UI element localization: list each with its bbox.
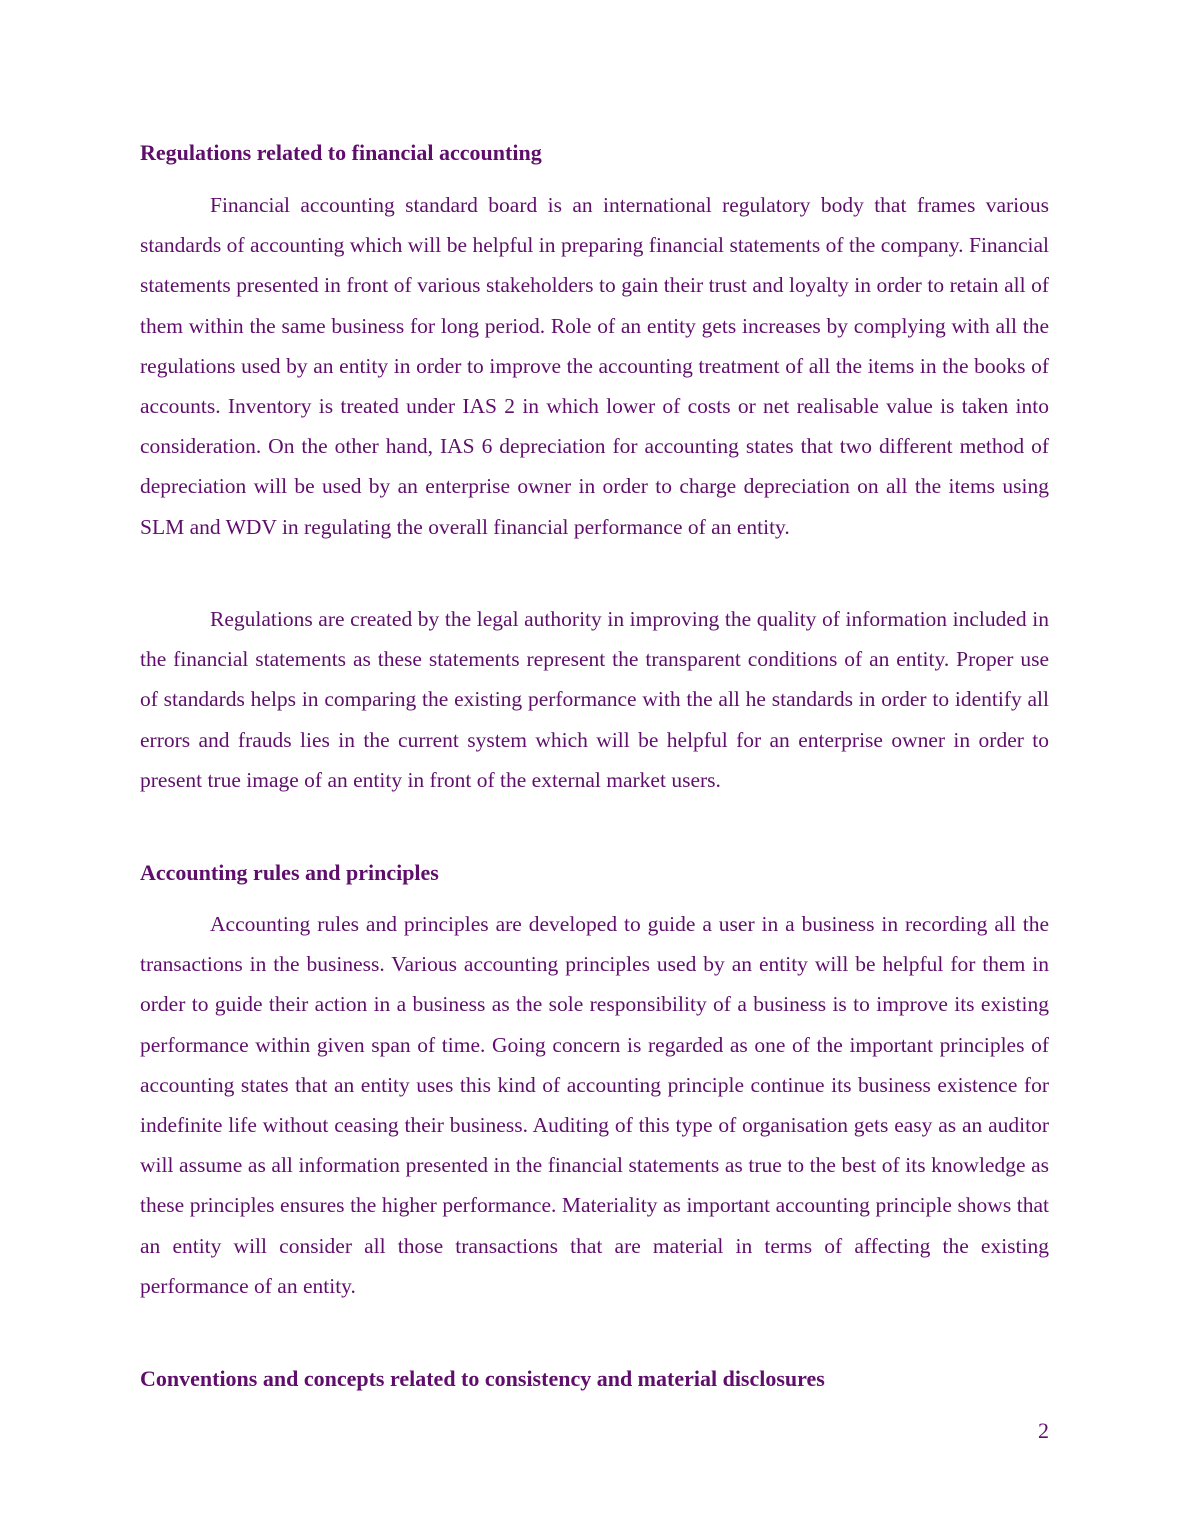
paragraph-regulations-1: Financial accounting standard board is an international regulatory body that frames various standards of accounting which will be helpful in preparing financial statements of the company. Financial statements presented in front of various stakeholders to gain their trust and loyalty in order to retain all of them within the same business for long period. Role of an entity gets increases by complying with all the regulations used by an entity in order to improve the accounting treatment of all the items in the books of accounts. Inventory is treated under IAS 2 in which lower of costs or net realisable value is taken into consideration. On the other hand, IAS 6 depreciation for accounting states that two different method of depreciation will be used by an enterprise owner in order to charge depreciation on all the items using SLM and WDV in regulating the overall financial performance of an entity.	[140, 193, 1049, 539]
page-number: 2	[1038, 1418, 1049, 1443]
paragraph-regulations-2: Regulations are created by the legal authority in improving the quality of information included in the financial statements as these statements represent the transparent conditions of an entity. Proper use of standards helps in comparing the existing performance with the all he standards in order to identify all errors and frauds lies in the current system which will be helpful for an enterprise owner in order to present true image of an entity in front of the external market users.	[140, 607, 1049, 792]
section-heading-conventions: Conventions and concepts related to consistency and material disclosures	[140, 1366, 825, 1391]
paragraph-accounting-rules-1: Accounting rules and principles are developed to guide a user in a business in recording all the transactions in the business. Various accounting principles used by an entity will be helpful for them in order to guide their action in a business as the sole responsibility of a business is to improve its existing performance within given span of time. Going concern is regarded as one of the important principles of accounting states that an entity uses this kind of accounting principle continue its business existence for indefinite life without ceasing their business. Auditing of this type of organisation gets easy as an auditor will assume as all information presented in the financial statements as true to the best of its knowledge as these principles ensures the higher performance. Materiality as important accounting principle shows that an entity will consider all those transactions that are material in terms of affecting the existing performance of an entity.	[140, 912, 1049, 1298]
section-heading-regulations: Regulations related to financial accounting	[140, 140, 542, 165]
document-page	[140, 0, 1049, 1540]
section-heading-accounting-rules: Accounting rules and principles	[140, 860, 439, 885]
